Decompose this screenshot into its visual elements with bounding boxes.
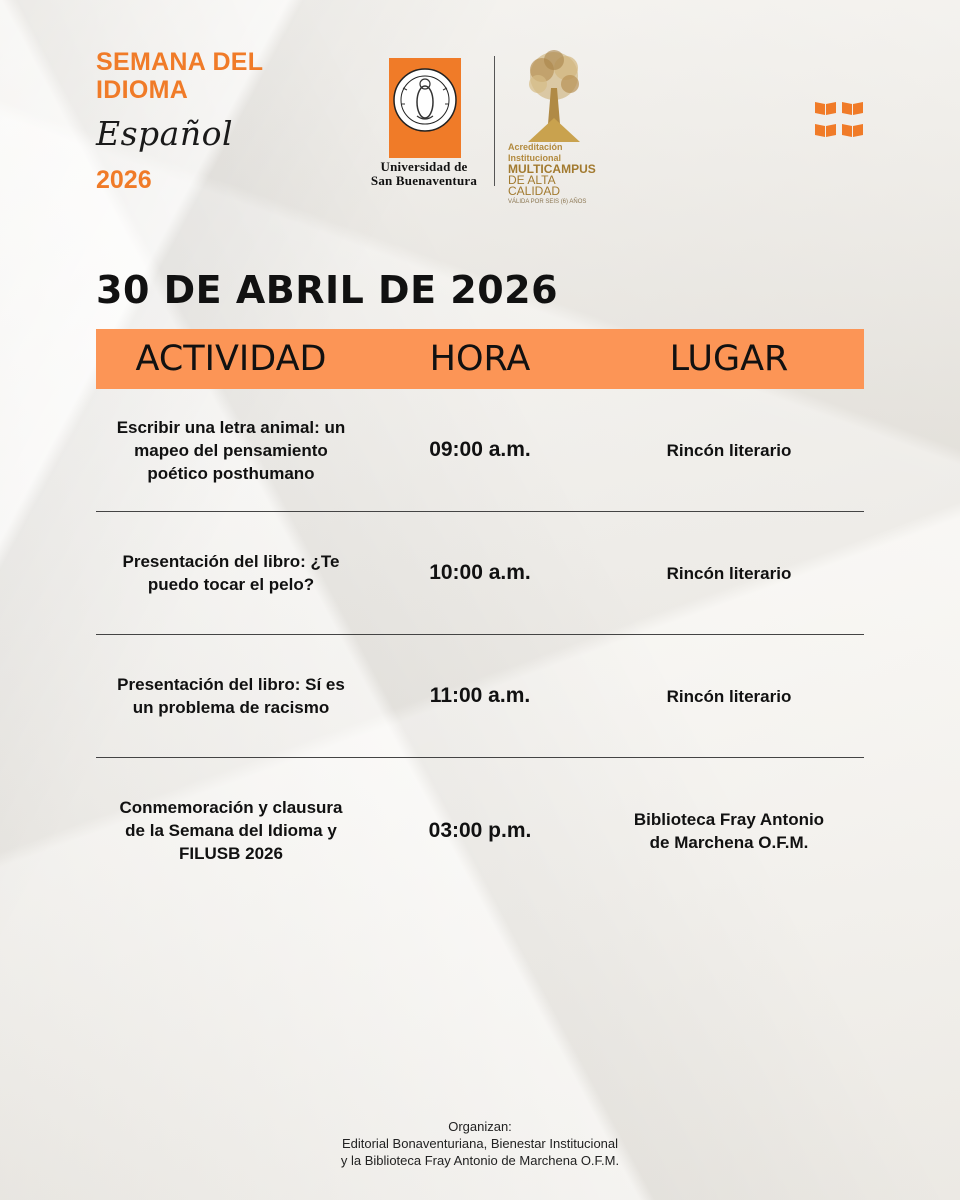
place-cell: Rincón literario [666, 440, 792, 460]
university-logo [362, 58, 486, 188]
accreditation-line4: VÁLIDA POR SEIS (6) AÑOS [508, 199, 587, 205]
time-cell: 03:00 p.m. [428, 818, 532, 842]
footer-line2: Editorial Bonaventuriana, Bienestar Institucional [341, 1136, 619, 1151]
table-row [96, 758, 864, 903]
table-row [96, 389, 864, 512]
event-title [96, 48, 263, 104]
header-lugar: LUGAR [669, 339, 789, 379]
university-name [362, 160, 486, 188]
time-cell: 10:00 a.m. [429, 561, 531, 584]
organizers-footer [0, 1118, 960, 1169]
schedule-table [96, 329, 864, 903]
event-year: 2026 [96, 166, 152, 194]
tree-icon [508, 48, 600, 144]
header-hora: HORA [429, 339, 531, 379]
books-icon [814, 100, 864, 140]
event-title-line2: IDIOMA [96, 76, 189, 104]
footer-line3: y la Biblioteca Fray Antonio de Marchena O.F.M. [340, 1153, 620, 1168]
table-row [96, 635, 864, 758]
university-seal [389, 58, 461, 158]
time-cell: 09:00 a.m. [429, 438, 531, 461]
header-actividad: ACTIVIDAD [135, 339, 327, 379]
footer-line1: Organizan: [448, 1119, 512, 1134]
accreditation-line1: Acreditación Institucional [508, 142, 563, 163]
university-name-line1: Universidad de [380, 159, 468, 174]
place-cell: Biblioteca Fray Antonio de Marchena O.F.M. [633, 809, 825, 852]
accreditation-line2: MULTICAMPUS [508, 162, 596, 176]
accreditation-logo [508, 48, 600, 208]
event-title-line1: SEMANA DEL [96, 48, 264, 76]
logo-divider [494, 56, 495, 186]
activity-cell: Presentación del libro: ¿Te puedo tocar el pelo? [122, 552, 340, 594]
time-cell: 11:00 a.m. [429, 684, 531, 707]
activity-cell: Conmemoración y clausura de la Semana del Idioma y FILUSB 2026 [119, 798, 343, 863]
accreditation-line3: DE ALTA CALIDAD [508, 173, 561, 198]
accreditation-text [508, 142, 600, 208]
date-title: 30 DE ABRIL DE 2026 [96, 268, 559, 312]
table-row [96, 512, 864, 635]
activity-cell: Presentación del libro: Sí es un problema de racismo [117, 675, 345, 717]
language-label: Español [96, 114, 233, 153]
place-cell: Rincón literario [666, 563, 792, 583]
activity-cell: Escribir una letra animal: un mapeo del pensamiento poético posthumano [116, 417, 346, 483]
table-header [96, 329, 864, 389]
university-name-line2: San Buenaventura [370, 173, 478, 188]
place-cell: Rincón literario [666, 686, 792, 706]
